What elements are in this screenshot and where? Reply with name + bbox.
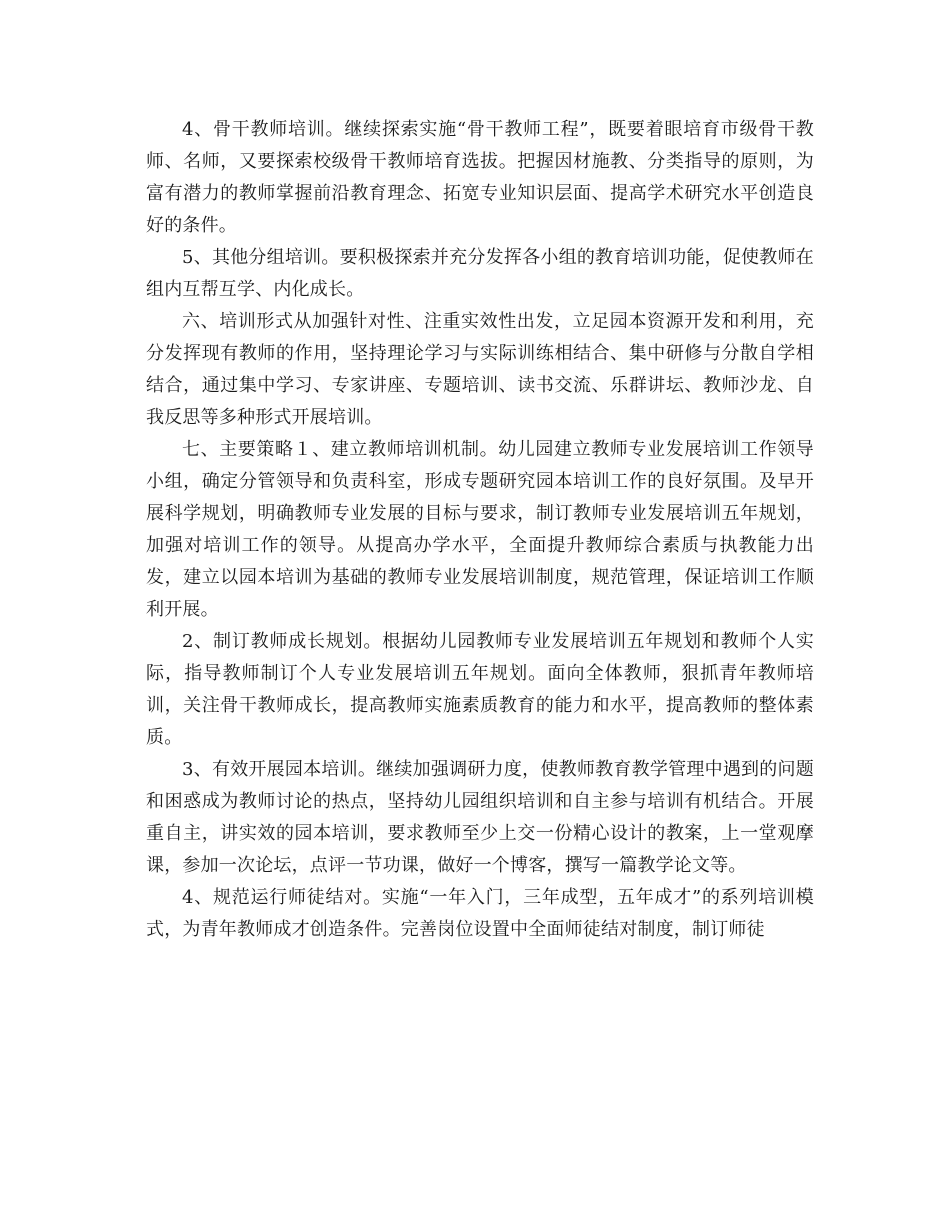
document-body xyxy=(146,114,814,946)
paragraph-backbone-teacher-training: 4、骨干教师培训。继续探索实施“骨干教师工程”，既要着眼培育市级骨干教师、名师，又要探索校级骨干教师培育选拔。把握因材施教、分类指导的原则，为富有潜力的教师掌握前沿教育理念、拓宽专业知识层面、提高学术研究水平创造良好的条件。 xyxy=(146,119,814,236)
paragraph-mentorship: 4、规范运行师徒结对。实施“一年入门，三年成型，五年成才”的系列培训模式，为青年教师成才创造条件。完善岗位设置中全面师徒结对制度，制订师徒 xyxy=(146,887,814,940)
paragraph-growth-planning: 2、制订教师成长规划。根据幼儿园教师专业发展培训五年规划和教师个人实际，指导教师制订个人专业发展培训五年规划。面向全体教师，狠抓青年教师培训，关注骨干教师成长，提高教师实施素质教育的能力和水平，提高教师的整体素质。 xyxy=(146,631,814,748)
paragraph-school-based-training: 3、有效开展园本培训。继续加强调研力度，使教师教育教学管理中遇到的问题和困惑成为教师讨论的热点，坚持幼儿园组织培训和自主参与培训有机结合。开展重自主，讲实效的园本培训，要求教师至少上交一份精心设计的教案，上一堂观摩课，参加一次论坛，点评一节功课，做好一个博客，撰写一篇教学论文等。 xyxy=(146,759,814,876)
paragraph-main-strategies: 七、主要策略１、建立教师培训机制。幼儿园建立教师专业发展培训工作领导小组，确定分管领导和负责科室，形成专题研究园本培训工作的良好氛围。及早开展科学规划，明确教师专业发展的目标与要求，制订教师专业发展培训五年规划，加强对培训工作的领导。从提高办学水平，全面提升教师综合素质与执教能力出发，建立以园本培训为基础的教师专业发展培训制度，规范管理，保证培训工作顺利开展。 xyxy=(146,439,814,620)
paragraph-group-training: 5、其他分组培训。要积极探索并充分发挥各小组的教育培训功能，促使教师在组内互帮互学、内化成长。 xyxy=(146,247,814,300)
paragraph-training-forms: 六、培训形式从加强针对性、注重实效性出发，立足园本资源开发和利用，充分发挥现有教师的作用，坚持理论学习与实际训练相结合、集中研修与分散自学相结合，通过集中学习、专家讲座、专题培训、读书交流、乐群讲坛、教师沙龙、自我反思等多种形式开展培训。 xyxy=(146,311,814,428)
